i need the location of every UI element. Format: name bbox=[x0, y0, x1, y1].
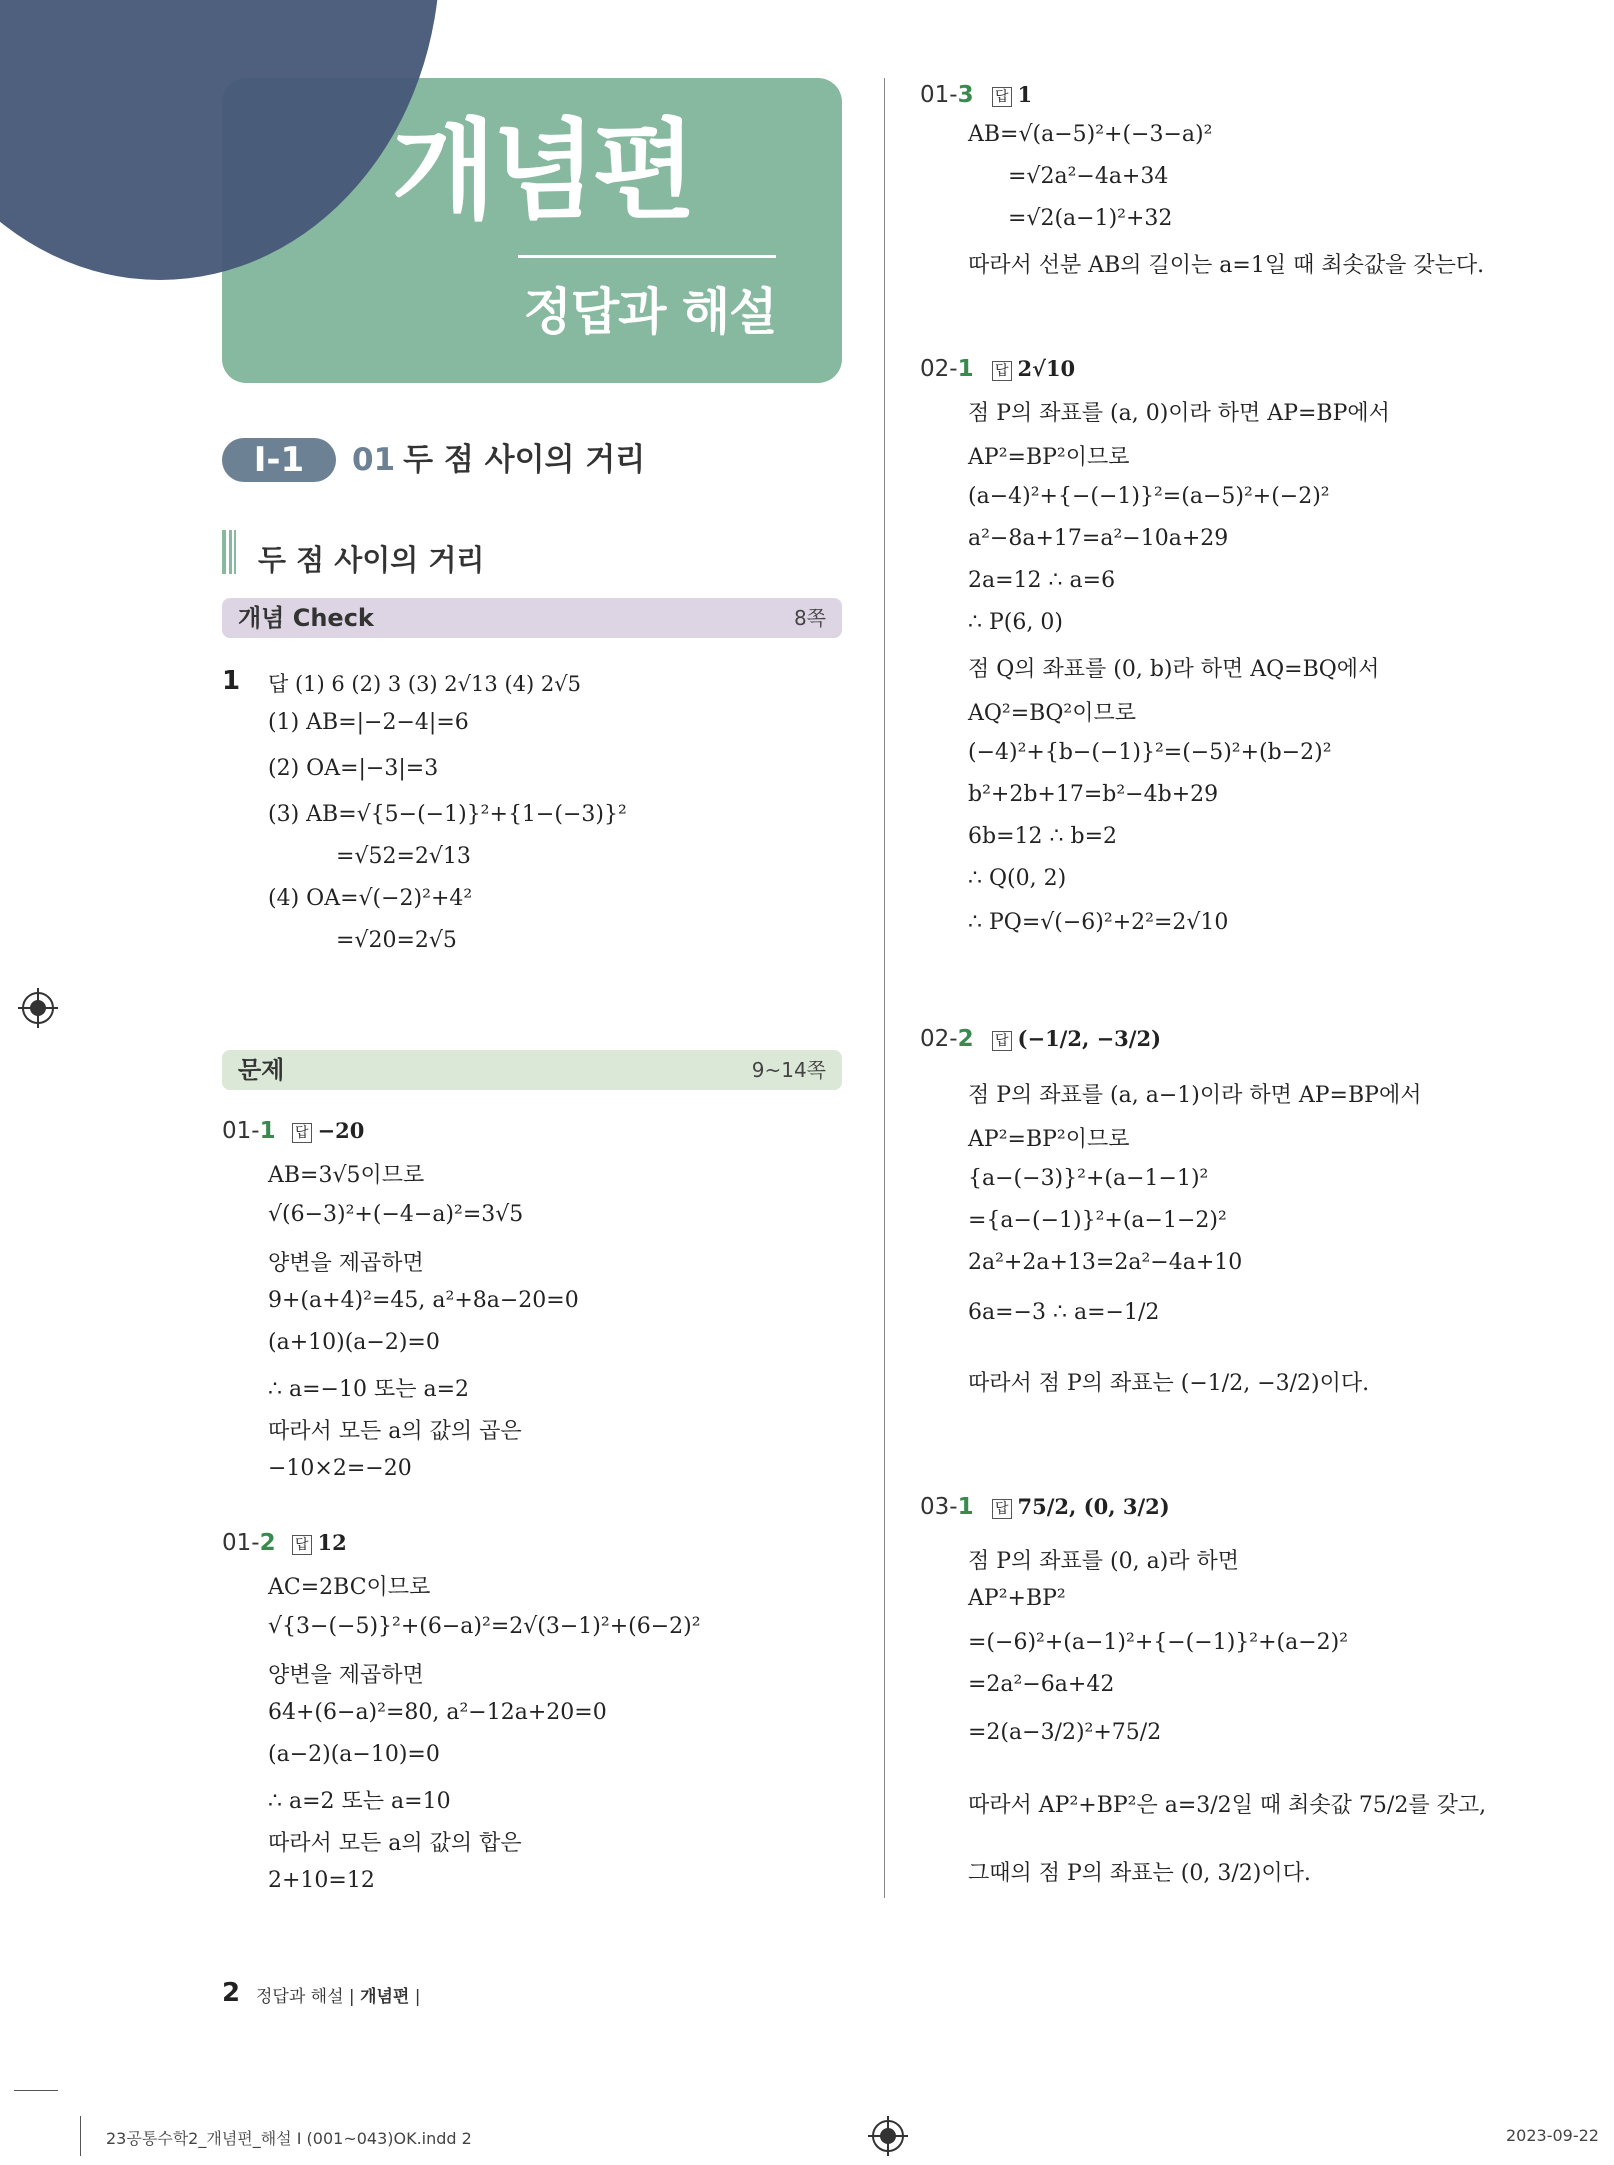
solution-line: 2a²+2a+13=2a²−4a+10 bbox=[968, 1250, 1243, 1275]
solution-line: (a+10)(a−2)=0 bbox=[268, 1330, 440, 1355]
problem-id: 03-1 bbox=[920, 1494, 974, 1520]
problem-bar bbox=[222, 1050, 842, 1090]
answer-line: 답 12 bbox=[292, 1530, 347, 1555]
answer-line: 답 2√10 bbox=[992, 356, 1075, 381]
solution-line: (2) OA=|−3|=3 bbox=[268, 756, 439, 781]
solution-line: 점 P의 좌표를 (a, 0)이라 하면 AP=BP에서 bbox=[968, 401, 1390, 426]
solution-line: AP²=BP²이므로 bbox=[968, 445, 1130, 470]
solution-line: AB=3√5이므로 bbox=[268, 1163, 425, 1188]
solution-line: AB=√(a−5)²+(−3−a)² bbox=[968, 122, 1213, 147]
page-subtitle: 정답과 해설 bbox=[523, 283, 777, 341]
solution-line: ∴ Q(0, 2) bbox=[968, 866, 1067, 891]
problem-id: 01-1 bbox=[222, 1118, 276, 1144]
solution-line: AC=2BC이므로 bbox=[268, 1575, 431, 1600]
crop-mark bbox=[80, 2116, 81, 2156]
solution-line: √{3−(−5)}²+(6−a)²=2√(3−1)²+(6−2)² bbox=[268, 1614, 701, 1639]
problem-id: 01-2 bbox=[222, 1530, 276, 1556]
page-title: 개념편 bbox=[391, 109, 693, 234]
solution-line: 64+(6−a)²=80, a²−12a+20=0 bbox=[268, 1700, 607, 1725]
solution-line: 6a=−3 ∴ a=−1/2 bbox=[968, 1300, 1160, 1325]
registration-mark-icon bbox=[22, 992, 54, 1024]
solution-line: =(−6)²+(a−1)²+{−(−1)}²+(a−2)² bbox=[968, 1630, 1349, 1655]
solution-line: 점 P의 좌표를 (a, a−1)이라 하면 AP=BP에서 bbox=[968, 1083, 1422, 1108]
solution-line: (4) OA=√(−2)²+4² bbox=[268, 886, 473, 911]
solution-line: (1) AB=|−2−4|=6 bbox=[268, 710, 469, 735]
solution-line: (a−4)²+{−(−1)}²=(a−5)²+(−2)² bbox=[968, 484, 1330, 509]
section-marker bbox=[222, 530, 238, 574]
solution-line: AP²=BP²이므로 bbox=[968, 1127, 1130, 1152]
answer-line: 답 75/2, (0, 3/2) bbox=[992, 1494, 1170, 1519]
solution-line: 9+(a+4)²=45, a²+8a−20=0 bbox=[268, 1288, 579, 1313]
problem-id: 02-1 bbox=[920, 356, 974, 382]
solution-line: 2+10=12 bbox=[268, 1868, 375, 1893]
solution-line: (3) AB=√{5−(−1)}²+{1−(−3)}² bbox=[268, 802, 627, 827]
solution-line: 양변을 제곱하면 bbox=[268, 1663, 424, 1688]
solution-line: =2(a−3/2)²+75/2 bbox=[968, 1720, 1162, 1745]
question-number: 1 bbox=[222, 666, 241, 696]
chapter-heading bbox=[352, 438, 645, 482]
problem-id: 01-3 bbox=[920, 82, 974, 108]
answer-line: 답 (−1/2, −3/2) bbox=[992, 1026, 1161, 1051]
section-title: 두 점 사이의 거리 bbox=[258, 543, 485, 577]
solution-line: ∴ a=2 또는 a=10 bbox=[268, 1789, 451, 1814]
concept-check-bar bbox=[222, 598, 842, 638]
title-divider bbox=[518, 255, 776, 258]
concept-check-page: 8쪽 bbox=[793, 606, 826, 630]
crop-mark bbox=[14, 2090, 58, 2091]
solution-line: ∴ PQ=√(−6)²+2²=2√10 bbox=[968, 910, 1229, 935]
problem-label: 문제 bbox=[238, 1056, 285, 1084]
solution-line: 양변을 제곱하면 bbox=[268, 1251, 424, 1276]
solution-line: =√20=2√5 bbox=[336, 928, 457, 953]
solution-line: =√2a²−4a+34 bbox=[1008, 164, 1169, 189]
solution-line: 2a=12 ∴ a=6 bbox=[968, 568, 1116, 593]
solution-line: 6b=12 ∴ b=2 bbox=[968, 824, 1118, 849]
solution-line: (a−2)(a−10)=0 bbox=[268, 1742, 440, 1767]
solution-line: 따라서 모든 a의 값의 합은 bbox=[268, 1831, 522, 1856]
print-date: 2023-09-22 bbox=[1506, 2126, 1599, 2145]
solution-line: b²+2b+17=b²−4b+29 bbox=[968, 782, 1219, 807]
column-divider bbox=[884, 78, 885, 1898]
solution-line: 점 Q의 좌표를 (0, b)라 하면 AQ=BQ에서 bbox=[968, 657, 1380, 682]
solution-line: {a−(−3)}²+(a−1−1)² bbox=[968, 1166, 1209, 1191]
concept-check-label: 개념 Check bbox=[238, 604, 374, 632]
solution-line: =√2(a−1)²+32 bbox=[1008, 206, 1173, 231]
solution-line: AQ²=BQ²이므로 bbox=[968, 701, 1136, 726]
problem-id: 02-2 bbox=[920, 1026, 974, 1052]
solution-line: 점 P의 좌표를 (0, a)라 하면 bbox=[968, 1549, 1240, 1574]
solution-line: 그때의 점 P의 좌표는 (0, 3/2)이다. bbox=[968, 1861, 1311, 1886]
solution-line: a²−8a+17=a²−10a+29 bbox=[968, 526, 1229, 551]
solution-line: =√52=2√13 bbox=[336, 844, 471, 869]
print-file-info: 23공통수학2_개념편_해설 I (001~043)OK.indd 2 bbox=[106, 2129, 472, 2148]
chapter-badge: I-1 bbox=[222, 438, 336, 482]
solution-line: ={a−(−1)}²+(a−1−2)² bbox=[968, 1208, 1227, 1233]
chapter-title: 두 점 사이의 거리 bbox=[403, 442, 646, 478]
solution-line: 따라서 AP²+BP²은 a=3/2일 때 최솟값 75/2를 갖고, bbox=[968, 1793, 1487, 1818]
registration-mark-icon bbox=[872, 2120, 904, 2152]
solution-line: 따라서 선분 AB의 길이는 a=1일 때 최솟값을 갖는다. bbox=[968, 253, 1485, 278]
answer-line: 답 1 bbox=[992, 82, 1032, 107]
solution-line: 따라서 모든 a의 값의 곱은 bbox=[268, 1419, 522, 1444]
problem-page: 9~14쪽 bbox=[751, 1058, 826, 1082]
solution-line: ∴ a=−10 또는 a=2 bbox=[268, 1377, 470, 1402]
chapter-number: 01 bbox=[352, 442, 396, 478]
solution-line: 따라서 점 P의 좌표는 (−1/2, −3/2)이다. bbox=[968, 1371, 1370, 1396]
solution-line: ∴ P(6, 0) bbox=[968, 610, 1063, 635]
solution-line: −10×2=−20 bbox=[268, 1456, 412, 1481]
answer-line: 답 −20 bbox=[292, 1118, 364, 1143]
answer-line: 답 (1) 6 (2) 3 (3) 2√13 (4) 2√5 bbox=[268, 672, 581, 696]
solution-line: (−4)²+{b−(−1)}²=(−5)²+(b−2)² bbox=[968, 740, 1332, 765]
footer-label: 정답과 해설 | 개념편 | bbox=[256, 1987, 421, 2007]
page-number: 2 bbox=[222, 1978, 241, 2008]
solution-line: =2a²−6a+42 bbox=[968, 1672, 1115, 1697]
solution-line: √(6−3)²+(−4−a)²=3√5 bbox=[268, 1202, 524, 1227]
solution-line: AP²+BP² bbox=[968, 1586, 1066, 1611]
